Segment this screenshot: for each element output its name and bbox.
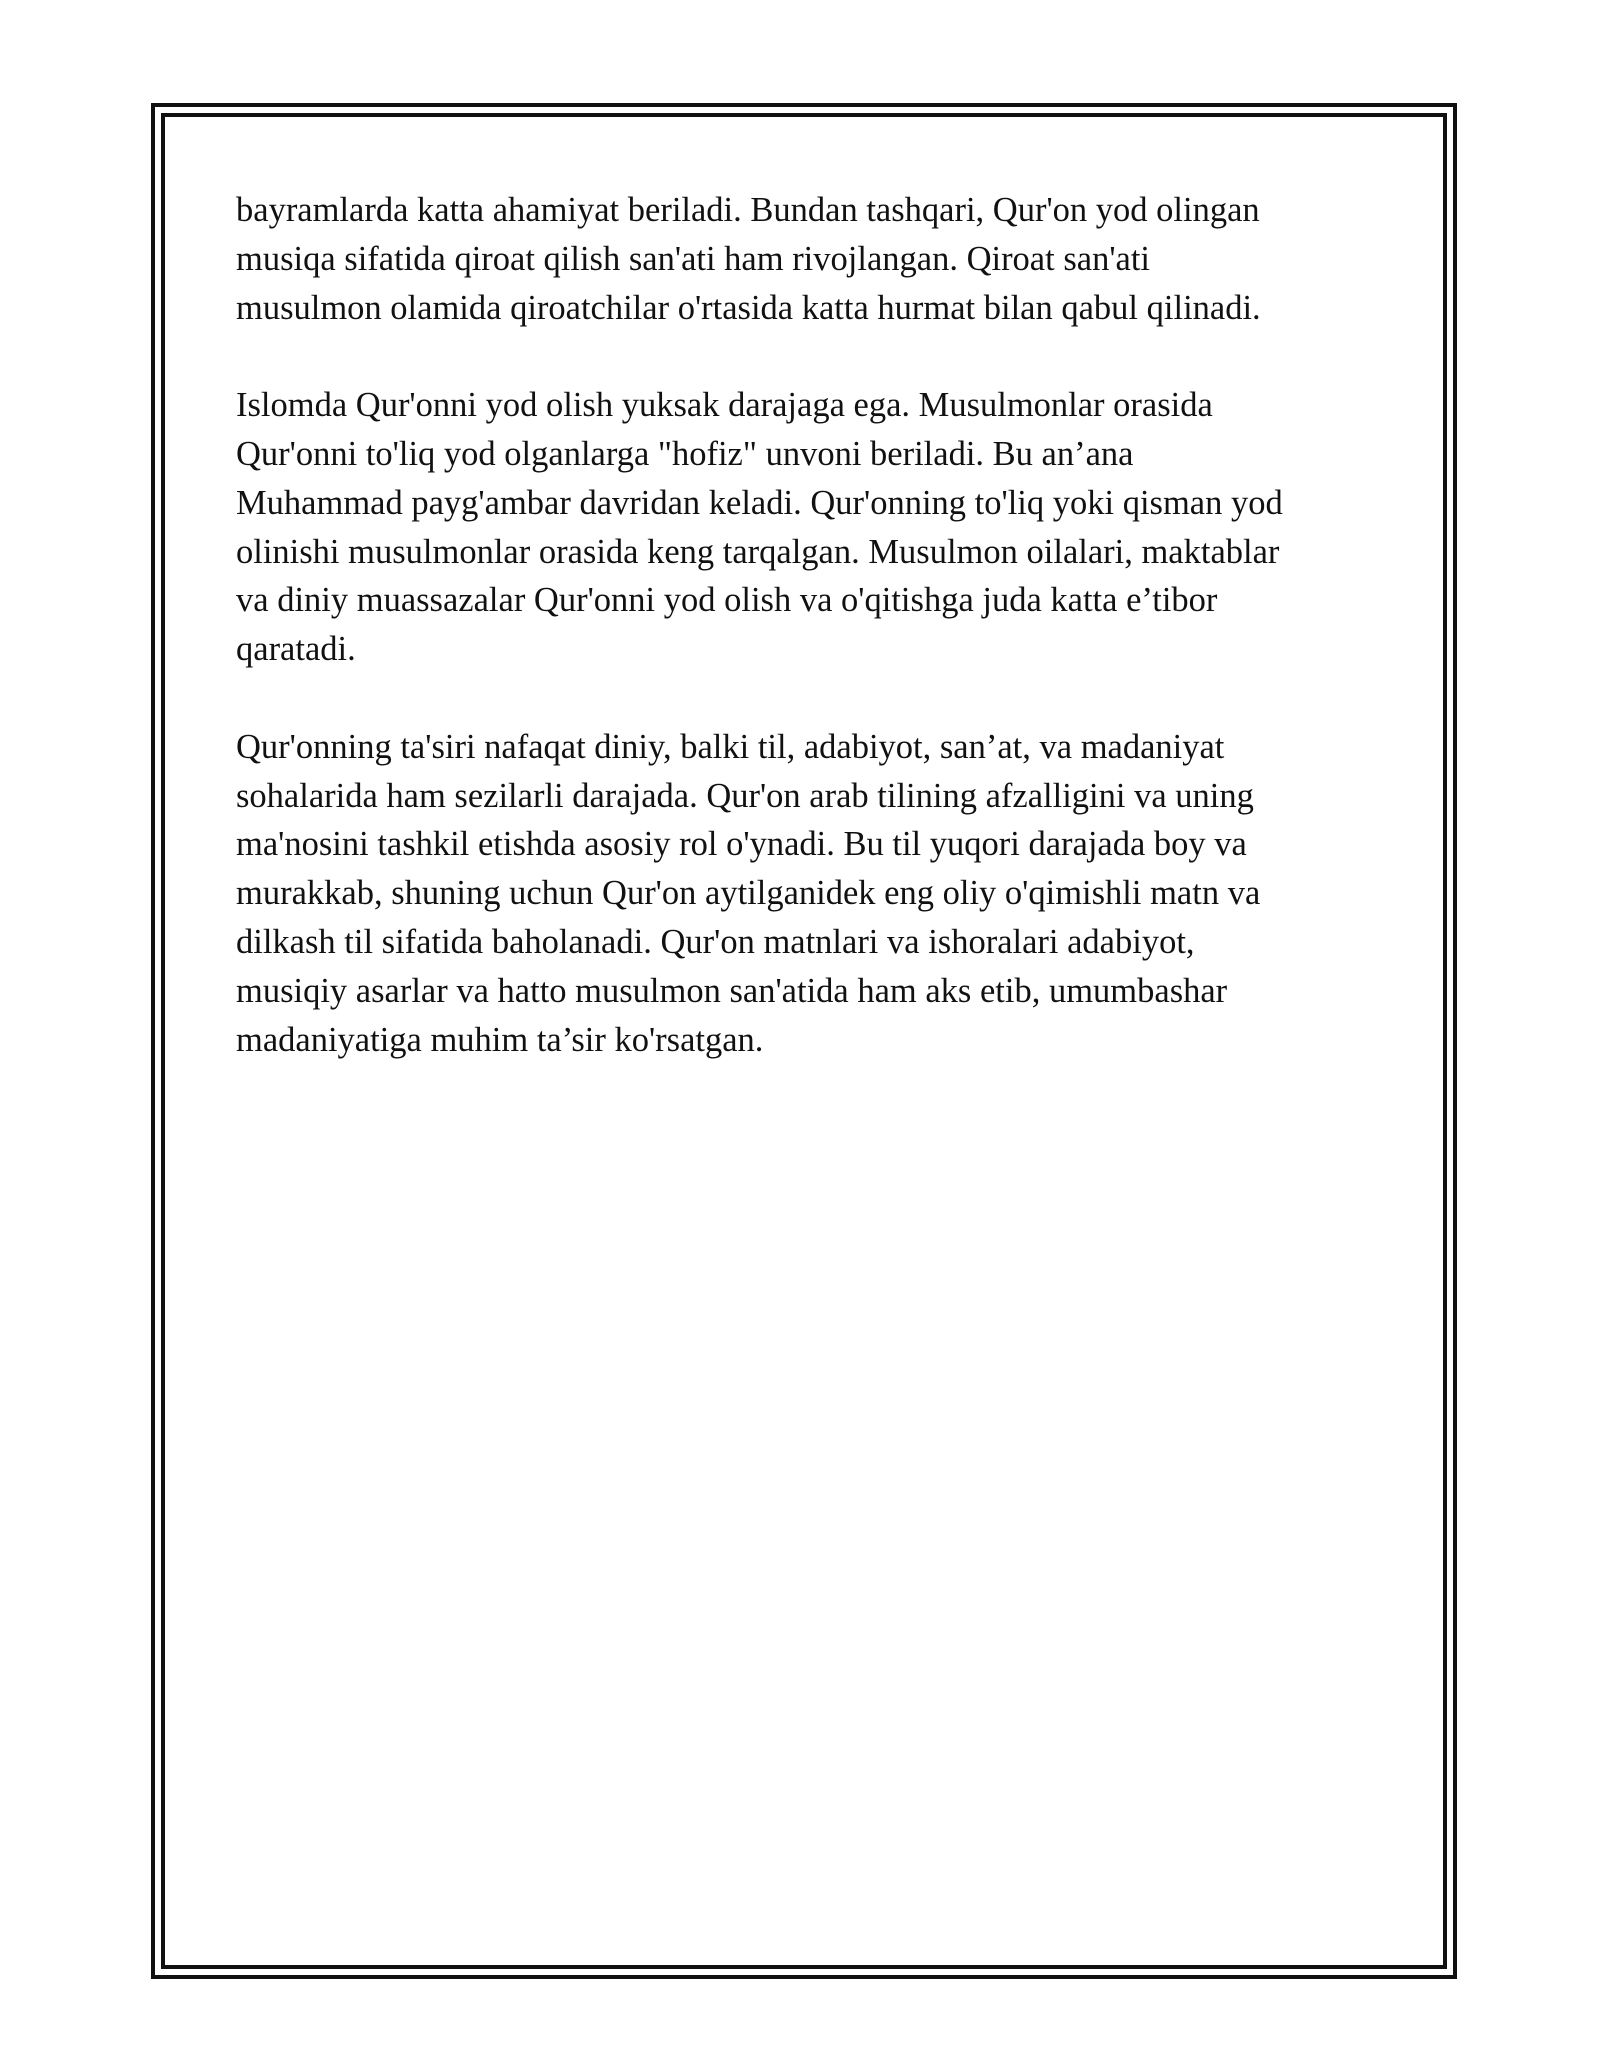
paragraph-line: Islomda Qur'onni yod olish yuksak darajaga ega. Musulmonlar orasida: [236, 386, 1213, 425]
paragraph-2: [236, 381, 1366, 674]
paragraph-line: musiqa sifatida qiroat qilish san'ati ham rivojlangan. Qiroat san'ati: [236, 239, 1151, 278]
paragraph-line: Qur'onni to'liq yod olganlarga "hofiz" unvoni beriladi. Bu an’ana: [236, 434, 1134, 473]
paragraph-line: Muhammad payg'ambar davridan keladi. Qur'onning to'liq yoki qisman yod: [236, 483, 1283, 522]
paragraph-line: Qur'onning ta'siri nafaqat diniy, balki til, adabiyot, san’at, va madaniyat: [236, 727, 1225, 766]
paragraph-line: murakkab, shuning uchun Qur'on aytilganidek eng oliy o'qimishli matn va: [236, 874, 1261, 913]
paragraph-line: musiqiy asarlar va hatto musulmon san'atida ham aks etib, umumbashar: [236, 971, 1228, 1010]
paragraph-line: ma'nosini tashkil etishda asosiy rol o'ynadi. Bu til yuqori darajada boy va: [236, 825, 1247, 864]
paragraph-line: va diniy muassazalar Qur'onni yod olish va o'qitishga juda katta e’tibor: [236, 581, 1218, 620]
paragraph-line: bayramlarda katta ahamiyat beriladi. Bundan tashqari, Qur'on yod olingan: [236, 191, 1260, 229]
paragraph-line: musulmon olamida qiroatchilar o'rtasida katta hurmat bilan qabul qilinadi.: [236, 288, 1261, 327]
paragraph-line: olinishi musulmonlar orasida keng tarqalgan. Musulmon oilalari, maktablar: [236, 532, 1280, 571]
paragraph-line: madaniyatiga muhim ta’sir ko'rsatgan.: [236, 1020, 764, 1059]
paragraph-line: dilkash til sifatida baholanadi. Qur'on matnlari va ishoralari adabiyot,: [236, 922, 1195, 961]
paragraph-3: [236, 723, 1366, 1065]
paragraph-line: sohalarida ham sezilarli darajada. Qur'on arab tilining afzalligini va uning: [236, 776, 1254, 815]
paragraph-line: qaratadi.: [236, 630, 356, 669]
paragraph-1: [236, 186, 1366, 332]
document-body: [236, 186, 1366, 1113]
